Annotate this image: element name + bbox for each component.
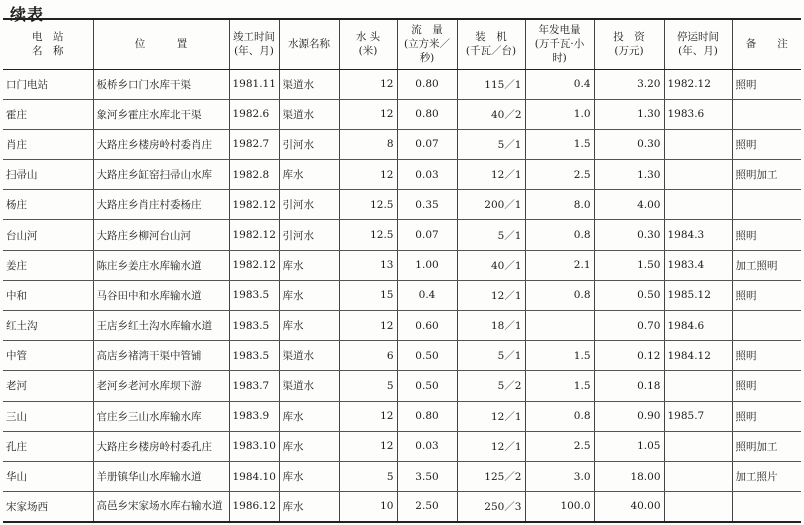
cell-flow: 0.35: [397, 190, 457, 220]
cell-station: 宋家场西: [3, 492, 93, 522]
col-header-annual-generation: 年发电量 (万千瓦·小 时): [525, 19, 594, 69]
cell-completion: 1983.10: [229, 431, 279, 461]
col-header-investment: 投 资 (万元): [594, 19, 664, 69]
table-row: [3, 371, 801, 401]
cell-investment: 0.90: [594, 401, 664, 431]
cell-annual-generation: 1.5: [525, 371, 594, 401]
cell-stopped: [664, 492, 732, 522]
table-row: [3, 341, 801, 371]
cell-station: 三山: [3, 401, 93, 431]
cell-annual-generation: 0.8: [525, 280, 594, 310]
table-row: [3, 160, 801, 190]
cell-water-source: 引河水: [279, 129, 339, 159]
cell-location: 高邑乡宋家场水库右输水道: [93, 492, 229, 522]
cell-annual-generation: 2.5: [525, 160, 594, 190]
cell-location: 大路庄乡楼房岭村委肖庄: [93, 129, 229, 159]
cell-notes: [732, 311, 801, 341]
cell-notes: 照明: [732, 341, 801, 371]
cell-head: 5: [339, 371, 397, 401]
table-row: [3, 311, 801, 341]
table-body: [3, 69, 801, 522]
cell-notes: 照明: [732, 69, 801, 99]
cell-investment: 1.50: [594, 250, 664, 280]
cell-head: 12.5: [339, 220, 397, 250]
col-header-head: 水 头 (米): [339, 19, 397, 69]
cell-location: 高店乡褚湾干渠中管铺: [93, 341, 229, 371]
cell-location: 大路庄乡楼房岭村委孔庄: [93, 431, 229, 461]
cell-station: 肖庄: [3, 129, 93, 159]
table-row: [3, 190, 801, 220]
cell-completion: 1981.11: [229, 69, 279, 99]
cell-stopped: 1984.6: [664, 311, 732, 341]
cell-installed: 115／1: [457, 69, 525, 99]
cell-flow: 2.50: [397, 492, 457, 522]
cell-stopped: 1985.7: [664, 401, 732, 431]
table-row: [3, 99, 801, 129]
cell-installed: 125／2: [457, 461, 525, 491]
cell-station: 中管: [3, 341, 93, 371]
cell-location: 板桥乡口门水库干渠: [93, 69, 229, 99]
table-header-row: [3, 19, 801, 69]
cell-completion: 1984.10: [229, 461, 279, 491]
cell-flow: 0.07: [397, 220, 457, 250]
cell-water-source: 库水: [279, 492, 339, 522]
cell-flow: 0.50: [397, 371, 457, 401]
cell-investment: 0.50: [594, 280, 664, 310]
cell-water-source: 渠道水: [279, 341, 339, 371]
cell-flow: 0.07: [397, 129, 457, 159]
cell-flow: 1.00: [397, 250, 457, 280]
cell-location: 老河乡老河水库坝下游: [93, 371, 229, 401]
cell-head: 12: [339, 401, 397, 431]
cell-station: 杨庄: [3, 190, 93, 220]
cell-annual-generation: 1.5: [525, 129, 594, 159]
cell-notes: 照明: [732, 371, 801, 401]
cell-water-source: 库水: [279, 431, 339, 461]
cell-water-source: 渠道水: [279, 371, 339, 401]
cell-stopped: 1984.3: [664, 220, 732, 250]
cell-notes: 照明: [732, 220, 801, 250]
cell-investment: 1.05: [594, 431, 664, 461]
cell-investment: 0.18: [594, 371, 664, 401]
cell-head: 12: [339, 99, 397, 129]
cell-stopped: 1982.12: [664, 69, 732, 99]
cell-head: 8: [339, 129, 397, 159]
cell-completion: 1982.8: [229, 160, 279, 190]
cell-investment: 18.00: [594, 461, 664, 491]
cell-completion: 1982.6: [229, 99, 279, 129]
cell-completion: 1983.7: [229, 371, 279, 401]
cell-location: 马谷田中和水库输水道: [93, 280, 229, 310]
cell-notes: 照明: [732, 280, 801, 310]
cell-water-source: 库水: [279, 311, 339, 341]
cell-notes: [732, 492, 801, 522]
cell-station: 孔庄: [3, 431, 93, 461]
cell-completion: 1982.12: [229, 250, 279, 280]
cell-notes: 照明: [732, 401, 801, 431]
cell-head: 15: [339, 280, 397, 310]
table-row: [3, 431, 801, 461]
cell-head: 12.5: [339, 190, 397, 220]
col-header-water-source: 水源名称: [279, 19, 339, 69]
cell-water-source: 库水: [279, 250, 339, 280]
cell-stopped: [664, 129, 732, 159]
cell-stopped: [664, 371, 732, 401]
cell-notes: 加工照明: [732, 250, 801, 280]
cell-stopped: 1984.12: [664, 341, 732, 371]
cell-flow: 3.50: [397, 461, 457, 491]
hydropower-station-table: [3, 18, 801, 523]
cell-flow: 0.60: [397, 311, 457, 341]
cell-installed: 40／1: [457, 250, 525, 280]
cell-station: 霍庄: [3, 99, 93, 129]
cell-location: 羊册镇华山水库输水道: [93, 461, 229, 491]
cell-notes: 照明加工: [732, 431, 801, 461]
cell-location: 王店乡红土沟水库输水道: [93, 311, 229, 341]
cell-annual-generation: 8.0: [525, 190, 594, 220]
cell-annual-generation: 1.5: [525, 341, 594, 371]
cell-stopped: 1985.12: [664, 280, 732, 310]
cell-head: 6: [339, 341, 397, 371]
continued-table-title: 续表: [10, 5, 45, 24]
table-row: [3, 69, 801, 99]
col-header-installed: 装 机 (千瓦／台): [457, 19, 525, 69]
cell-location: 陈庄乡姜庄水库输水道: [93, 250, 229, 280]
cell-head: 13: [339, 250, 397, 280]
table-row: [3, 401, 801, 431]
cell-completion: 1983.9: [229, 401, 279, 431]
cell-flow: 0.03: [397, 431, 457, 461]
cell-installed: 40／2: [457, 99, 525, 129]
cell-installed: 5／1: [457, 129, 525, 159]
cell-notes: 照明加工: [732, 160, 801, 190]
cell-station: 口门电站: [3, 69, 93, 99]
cell-stopped: [664, 431, 732, 461]
cell-head: 12: [339, 311, 397, 341]
cell-installed: 250／3: [457, 492, 525, 522]
cell-installed: 18／1: [457, 311, 525, 341]
col-header-station: 电 站 名 称: [3, 19, 93, 69]
cell-flow: 0.03: [397, 160, 457, 190]
cell-annual-generation: 3.0: [525, 461, 594, 491]
cell-station: 台山河: [3, 220, 93, 250]
cell-head: 12: [339, 431, 397, 461]
cell-investment: 0.30: [594, 129, 664, 159]
cell-station: 中和: [3, 280, 93, 310]
cell-head: 10: [339, 492, 397, 522]
cell-location: 官庄乡三山水库输水库: [93, 401, 229, 431]
cell-water-source: 库水: [279, 461, 339, 491]
cell-annual-generation: 2.5: [525, 431, 594, 461]
cell-station: 红土沟: [3, 311, 93, 341]
col-header-flow: 流 量 (立方米／ 秒): [397, 19, 457, 69]
cell-stopped: [664, 461, 732, 491]
cell-station: 姜庄: [3, 250, 93, 280]
cell-water-source: 渠道水: [279, 69, 339, 99]
col-header-completion: 竣工时间 (年、月): [229, 19, 279, 69]
cell-completion: 1986.12: [229, 492, 279, 522]
cell-completion: 1982.7: [229, 129, 279, 159]
cell-installed: 12／1: [457, 401, 525, 431]
cell-notes: 加工照片: [732, 461, 801, 491]
cell-completion: 1983.5: [229, 311, 279, 341]
cell-installed: 12／1: [457, 280, 525, 310]
cell-annual-generation: 0.8: [525, 220, 594, 250]
cell-completion: 1982.12: [229, 220, 279, 250]
table-row: [3, 129, 801, 159]
cell-location: 象河乡霍庄水库北干渠: [93, 99, 229, 129]
cell-stopped: [664, 160, 732, 190]
cell-investment: 3.20: [594, 69, 664, 99]
cell-investment: 0.12: [594, 341, 664, 371]
col-header-stopped: 停运时间 (年、月): [664, 19, 732, 69]
cell-notes: [732, 190, 801, 220]
cell-water-source: 引河水: [279, 220, 339, 250]
cell-water-source: 库水: [279, 160, 339, 190]
cell-head: 12: [339, 69, 397, 99]
cell-station: 老河: [3, 371, 93, 401]
cell-station: 华山: [3, 461, 93, 491]
cell-flow: 0.80: [397, 99, 457, 129]
table-row: [3, 250, 801, 280]
cell-stopped: [664, 190, 732, 220]
cell-investment: 4.00: [594, 190, 664, 220]
cell-station: 扫帚山: [3, 160, 93, 190]
cell-location: 大路庄乡缸窑扫帚山水库: [93, 160, 229, 190]
cell-notes: 照明: [732, 129, 801, 159]
cell-water-source: 库水: [279, 401, 339, 431]
cell-installed: 5／1: [457, 220, 525, 250]
table-row: [3, 492, 801, 522]
cell-completion: 1982.12: [229, 190, 279, 220]
cell-investment: 0.70: [594, 311, 664, 341]
cell-investment: 0.30: [594, 220, 664, 250]
cell-annual-generation: 2.1: [525, 250, 594, 280]
cell-flow: 0.4: [397, 280, 457, 310]
table-row: [3, 220, 801, 250]
cell-flow: 0.80: [397, 69, 457, 99]
table-row: [3, 280, 801, 310]
cell-investment: 1.30: [594, 99, 664, 129]
cell-head: 5: [339, 461, 397, 491]
cell-water-source: 引河水: [279, 190, 339, 220]
cell-annual-generation: 0.4: [525, 69, 594, 99]
cell-installed: 5／2: [457, 371, 525, 401]
cell-annual-generation: 1.0: [525, 99, 594, 129]
cell-water-source: 库水: [279, 280, 339, 310]
cell-installed: 200／1: [457, 190, 525, 220]
cell-location: 大路庄乡柳河台山河: [93, 220, 229, 250]
cell-notes: [732, 99, 801, 129]
cell-water-source: 渠道水: [279, 99, 339, 129]
cell-annual-generation: 0.8: [525, 401, 594, 431]
col-header-notes: 备 注: [732, 19, 801, 69]
cell-flow: 0.50: [397, 341, 457, 371]
cell-completion: 1983.5: [229, 341, 279, 371]
cell-location: 大路庄乡肖庄村委杨庄: [93, 190, 229, 220]
cell-investment: 1.30: [594, 160, 664, 190]
col-header-location: 位 置: [93, 19, 229, 69]
cell-annual-generation: [525, 311, 594, 341]
cell-stopped: 1983.6: [664, 99, 732, 129]
cell-installed: 12／1: [457, 160, 525, 190]
cell-installed: 12／1: [457, 431, 525, 461]
cell-investment: 40.00: [594, 492, 664, 522]
cell-stopped: 1983.4: [664, 250, 732, 280]
cell-installed: 5／1: [457, 341, 525, 371]
cell-annual-generation: 100.0: [525, 492, 594, 522]
cell-completion: 1983.5: [229, 280, 279, 310]
cell-flow: 0.80: [397, 401, 457, 431]
table-row: [3, 461, 801, 491]
cell-head: 12: [339, 160, 397, 190]
